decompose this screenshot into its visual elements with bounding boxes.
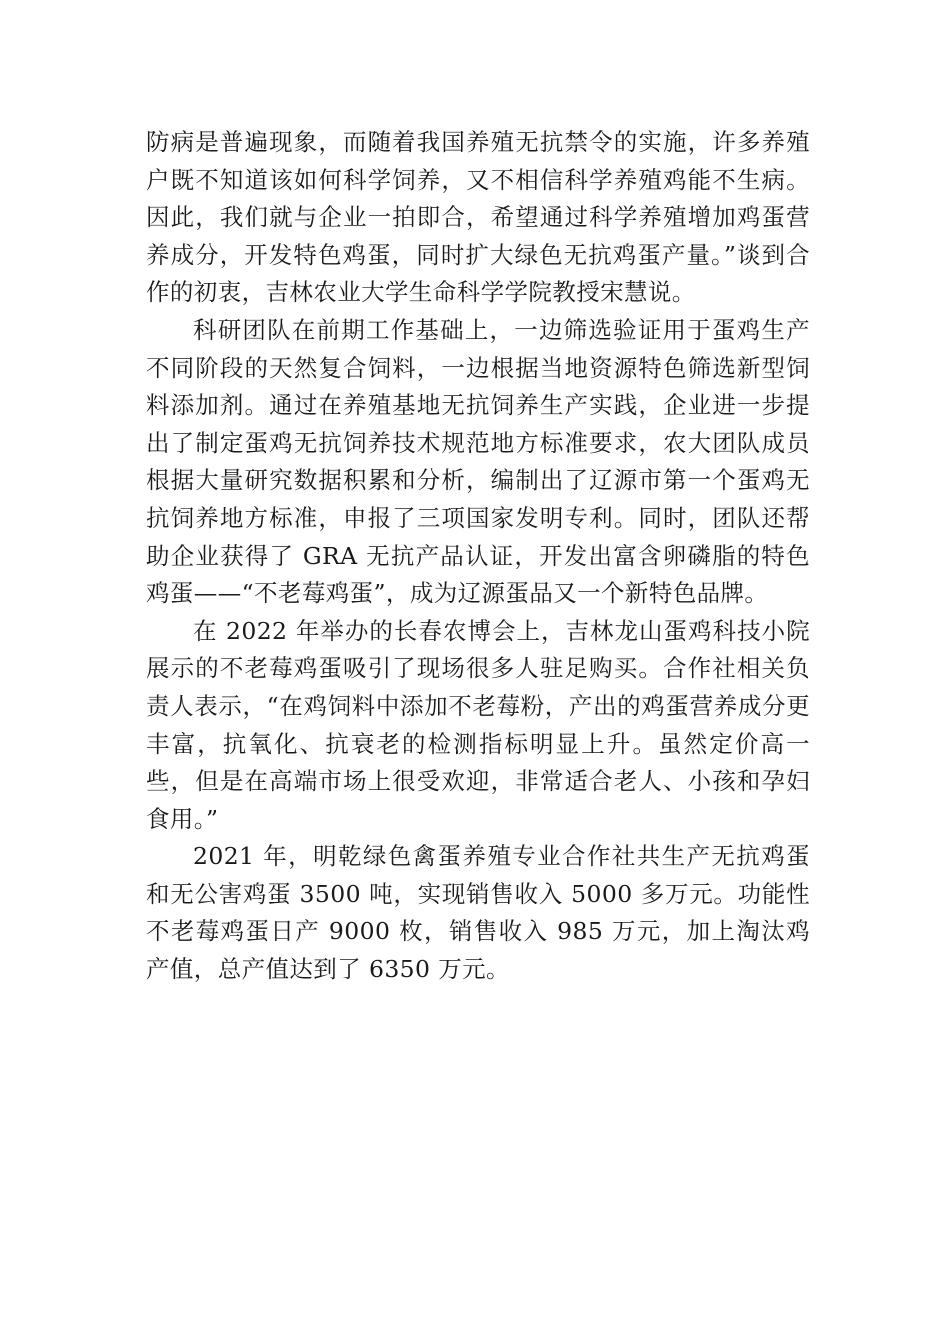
paragraph-1: 防病是普遍现象，而随着我国养殖无抗禁令的实施，许多养殖户既不知道该如何科学饲养，又不相信科学养殖鸡能不生病。因此，我们就与企业一拍即合，希望通过科学养殖增加鸡蛋营养成分，开发特色鸡蛋，同时扩大绿色无抗鸡蛋产量。”谈到合作的初衷，吉林农业大学生命科学学院教授宋慧说。 xyxy=(146,128,810,307)
paragraph-3: 在 2022 年举办的长春农博会上，吉林龙山蛋鸡科技小院展示的不老莓鸡蛋吸引了现场很多人驻足购买。合作社相关负责人表示，“在鸡饲料中添加不老莓粉，产出的鸡蛋营养成分更丰富，抗氧化、抗衰老的检测指标明显上升。虽然定价高一些，但是在高端市场上很受欢迎，非常适合老人、小孩和孕妇食用。” xyxy=(146,616,810,833)
article-body xyxy=(146,124,810,989)
paragraph-4: 2021 年，明乾绿色禽蛋养殖专业合作社共生产无抗鸡蛋和无公害鸡蛋 3500 吨，实现销售收入 5000 多万元。功能性不老莓鸡蛋日产 9000 枚，销售收入 985 万元，加上淘汰鸡产值，总产值达到了 6350 万元。 xyxy=(146,842,810,984)
paragraph-2: 科研团队在前期工作基础上，一边筛选验证用于蛋鸡生产不同阶段的天然复合饲料，一边根据当地资源特色筛选新型饲料添加剂。通过在养殖基地无抗饲养生产实践，企业进一步提出了制定蛋鸡无抗饲养技术规范地方标准要求，农大团队成员根据大量研究数据积累和分析，编制出了辽源市第一个蛋鸡无抗饲养地方标准，申报了三项国家发明专利。同时，团队还帮助企业获得了 GRA 无抗产品认证，开发出富含卵磷脂的特色鸡蛋——“不老莓鸡蛋”，成为辽源蛋品又一个新特色品牌。 xyxy=(146,315,810,608)
